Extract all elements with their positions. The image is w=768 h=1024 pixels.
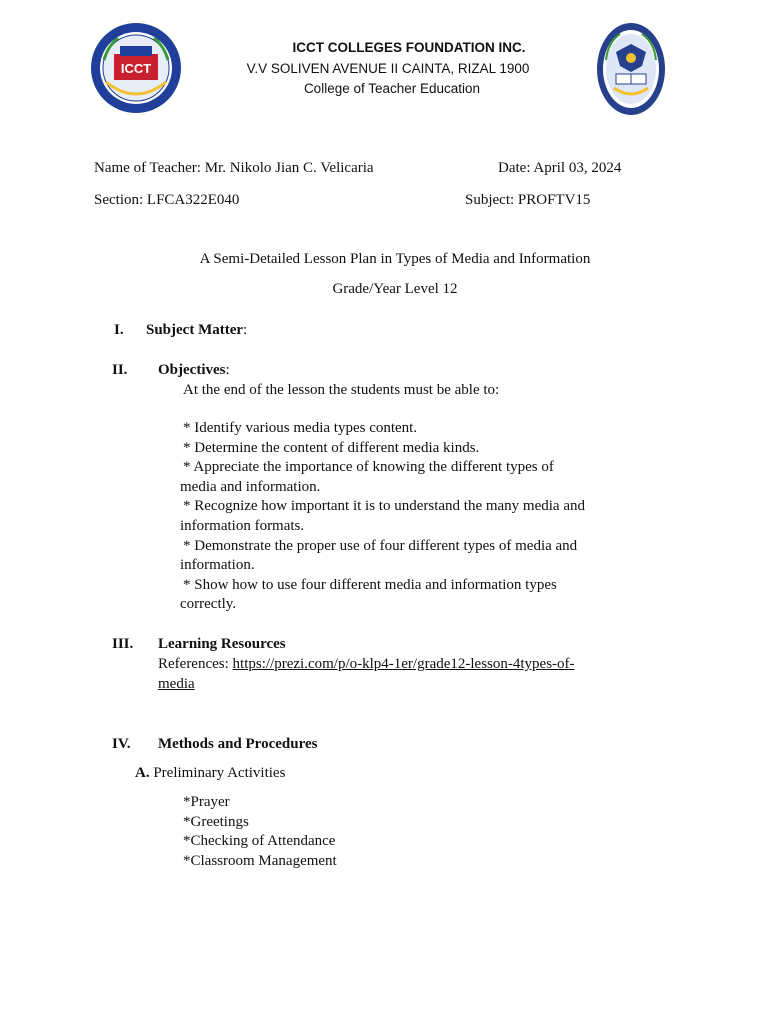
lesson-plan-title: A Semi-Detailed Lesson Plan in Types of Media and Information (199, 251, 591, 267)
section-number-1: I. (114, 322, 124, 338)
colon: : (243, 322, 248, 338)
college-name: College of Teacher Education (303, 81, 481, 96)
subsection-title: Preliminary Activities (149, 765, 286, 781)
section-heading-methods-procedures: Methods and Procedures (158, 736, 318, 752)
references-line (158, 656, 575, 673)
institution-name: ICCT COLLEGES FOUNDATION INC. (292, 40, 526, 55)
section-heading-objectives (158, 362, 230, 379)
activity-item: *Prayer (183, 794, 230, 810)
objective-line: media and information. (180, 479, 321, 495)
objective-line: * Identify various media types content. (183, 420, 418, 436)
objective-line: correctly. (180, 596, 237, 612)
objective-line: * Recognize how important it is to understand the many media and (183, 498, 585, 514)
svg-text:ICCT: ICCT (120, 61, 152, 76)
section-heading-learning-resources: Learning Resources (158, 636, 286, 652)
activity-item: *Classroom Management (183, 853, 337, 869)
section-heading-subject-matter (146, 322, 247, 339)
subsection-a (135, 765, 285, 782)
lesson-date: Date: April 03, 2024 (498, 160, 622, 176)
objective-line: information. (180, 557, 255, 573)
grade-level: Grade/Year Level 12 (332, 281, 458, 297)
objective-line: * Show how to use four different media and information types (183, 577, 557, 593)
section-title: Objectives (158, 362, 226, 378)
references-line-continued (158, 676, 195, 693)
activity-item: *Greetings (183, 814, 249, 830)
objective-line: * Appreciate the importance of knowing the different types of (183, 459, 554, 475)
objective-line: * Demonstrate the proper use of four different types of media and (183, 538, 578, 554)
section-info: Section: LFCA322E040 (94, 192, 240, 208)
section-number-4: IV. (112, 736, 131, 752)
colon: : (225, 362, 230, 378)
institution-address: V.V SOLIVEN AVENUE II CAINTA, RIZAL 1900 (246, 61, 530, 76)
objectives-intro: At the end of the lesson the students must be able to: (183, 382, 500, 398)
section-number-2: II. (112, 362, 128, 378)
section-title: Subject Matter (146, 322, 244, 338)
reference-link-continued[interactable]: media (158, 676, 195, 692)
subsection-letter: A. (135, 765, 150, 781)
objective-line: information formats. (180, 518, 305, 534)
reference-link[interactable]: https://prezi.com/p/o-klp4-1er/grade12-lesson-4types-of- (232, 656, 575, 672)
references-label: References: (158, 656, 233, 672)
activity-item: *Checking of Attendance (183, 833, 336, 849)
teacher-education-seal-logo (596, 22, 666, 116)
subject-info: Subject: PROFTV15 (465, 192, 591, 208)
teacher-name: Name of Teacher: Mr. Nikolo Jian C. Velicaria (94, 160, 374, 176)
section-number-3: III. (112, 636, 134, 652)
objective-line: * Determine the content of different media kinds. (183, 440, 480, 456)
